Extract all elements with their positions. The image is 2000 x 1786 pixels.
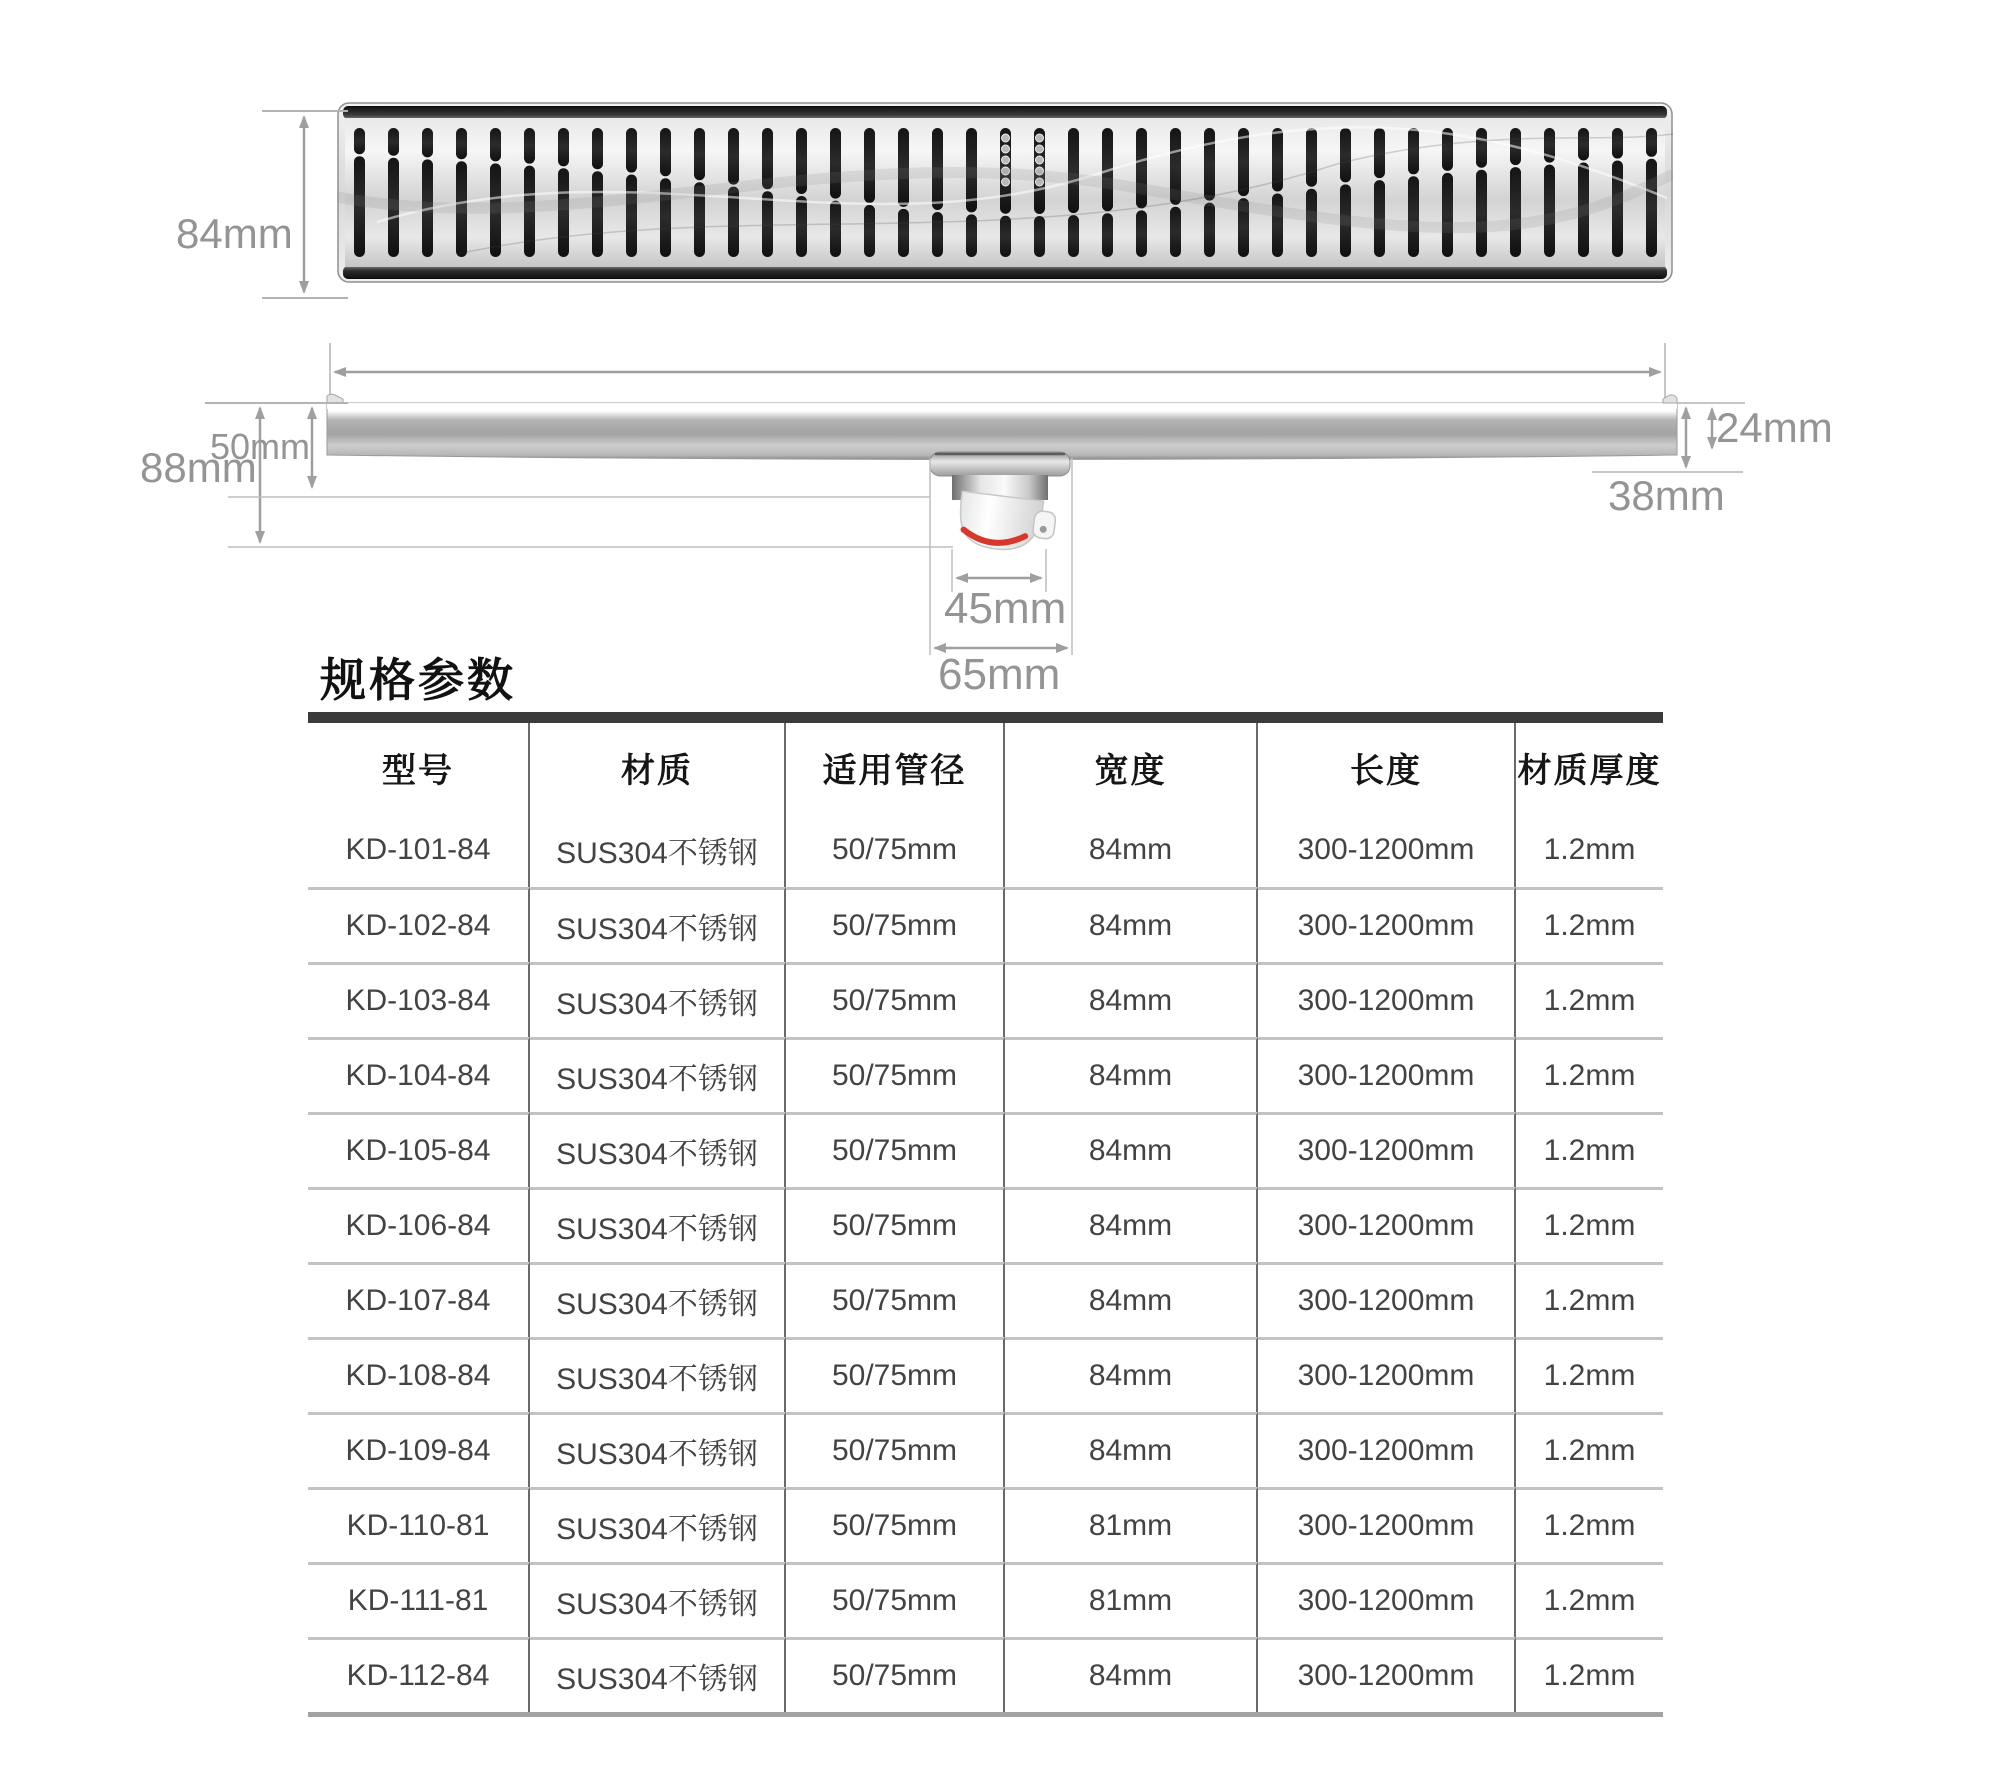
cell-width: 84mm (1005, 812, 1258, 887)
cell-pipe-diameter: 50/75mm (786, 1487, 1005, 1562)
cell-width: 84mm (1005, 1112, 1258, 1187)
col-header-length: 长度 (1258, 723, 1516, 812)
cell-length: 300-1200mm (1258, 887, 1516, 962)
cell-material: SUS304不锈钢 (530, 962, 786, 1037)
cell-thickness: 1.2mm (1516, 1262, 1663, 1337)
cell-model: KD-109-84 (308, 1412, 530, 1487)
trap-clip (1032, 510, 1056, 539)
cell-thickness: 1.2mm (1516, 1562, 1663, 1637)
cell-pipe-diameter: 50/75mm (786, 1562, 1005, 1637)
cell-width: 84mm (1005, 1337, 1258, 1412)
dim-label-outlet-outer: 65mm (938, 650, 1061, 699)
cell-length: 300-1200mm (1258, 1487, 1516, 1562)
dim-label-channel-depth: 50mm (210, 426, 311, 467)
cell-thickness: 1.2mm (1516, 1337, 1663, 1412)
col-header-pipe-diameter: 适用管径 (786, 723, 1005, 812)
cell-width: 84mm (1005, 962, 1258, 1037)
cell-model: KD-106-84 (308, 1187, 530, 1262)
cell-length: 300-1200mm (1258, 1187, 1516, 1262)
cell-pipe-diameter: 50/75mm (786, 812, 1005, 887)
cell-model: KD-105-84 (308, 1112, 530, 1187)
trap-flange (930, 452, 1070, 476)
cell-material: SUS304不锈钢 (530, 1037, 786, 1112)
cell-pipe-diameter: 50/75mm (786, 887, 1005, 962)
col-header-thickness: 材质厚度 (1517, 752, 1662, 790)
spec-table (308, 723, 1663, 1717)
cell-model: KD-108-84 (308, 1337, 530, 1412)
cell-width: 84mm (1005, 1412, 1258, 1487)
cell-material: SUS304不锈钢 (530, 1562, 786, 1637)
cell-thickness: 1.2mm (1516, 1412, 1663, 1487)
cell-material: SUS304不锈钢 (530, 1187, 786, 1262)
channel-left-lip (327, 394, 343, 403)
cell-length: 300-1200mm (1258, 1562, 1516, 1637)
cell-length: 300-1200mm (1258, 1037, 1516, 1112)
cell-length: 300-1200mm (1258, 1637, 1516, 1712)
cell-thickness: 1.2mm (1543, 832, 1636, 866)
cell-model: KD-103-84 (308, 962, 530, 1037)
cell-width: 81mm (1005, 1487, 1258, 1562)
cell-width: 84mm (1005, 1187, 1258, 1262)
dim-label-grate-width: 84mm (176, 210, 293, 257)
cell-pipe-diameter: 50/75mm (786, 1187, 1005, 1262)
cell-model: KD-102-84 (308, 887, 530, 962)
grate-top-view (337, 102, 1673, 283)
cell-model: KD-111-81 (308, 1562, 530, 1637)
cell-material: SUS304不锈钢 (530, 1637, 786, 1712)
channel-top-highlight (327, 403, 1677, 409)
cell-width: 81mm (1005, 1562, 1258, 1637)
dim-label-total-height: 88mm (140, 444, 257, 491)
trap-cup-group (956, 491, 1058, 556)
cell-length: 300-1200mm (1258, 1412, 1516, 1487)
cell-material: SUS304不锈钢 (530, 812, 786, 887)
dim-84mm-graphic (250, 100, 370, 310)
grate-bottom-seam (343, 266, 1667, 279)
cell-pipe-diameter: 50/75mm (786, 1412, 1005, 1487)
cell-thickness: 1.2mm (1516, 962, 1663, 1037)
cell-width: 84mm (1005, 1262, 1258, 1337)
dim-label-edge-offset: 38mm (1608, 472, 1725, 519)
cell-width: 84mm (1005, 887, 1258, 962)
cell-thickness: 1.2mm (1516, 1637, 1663, 1712)
cell-width: 84mm (1005, 1037, 1258, 1112)
col-header-width: 宽度 (1005, 723, 1258, 812)
cell-thickness: 1.2mm (1516, 1187, 1663, 1262)
cell-pipe-diameter: 50/75mm (786, 962, 1005, 1037)
dim-label-edge-height: 24mm (1716, 404, 1833, 451)
cell-material: SUS304不锈钢 (530, 887, 786, 962)
cell-pipe-diameter: 50/75mm (786, 1337, 1005, 1412)
col-header-model: 型号 (308, 723, 530, 812)
cell-thickness: 1.2mm (1516, 1112, 1663, 1187)
cell-pipe-diameter: 50/75mm (786, 1262, 1005, 1337)
dim-label-outlet-inner: 45mm (944, 584, 1067, 633)
cell-length: 300-1200mm (1258, 962, 1516, 1037)
cell-material: SUS304不锈钢 (530, 1412, 786, 1487)
cell-pipe-diameter: 50/75mm (786, 1112, 1005, 1187)
channel-body (327, 403, 1677, 460)
cell-thickness: 1.2mm (1516, 1487, 1663, 1562)
cell-pipe-diameter: 50/75mm (786, 1037, 1005, 1112)
cell-material: SUS304不锈钢 (530, 1112, 786, 1187)
cell-model: KD-107-84 (308, 1262, 530, 1337)
cell-thickness: 1.2mm (1516, 1037, 1663, 1112)
spec-table-title: 规格参数 (320, 654, 516, 706)
cell-material: SUS304不锈钢 (530, 1262, 786, 1337)
cell-length: 300-1200mm (1258, 1262, 1516, 1337)
cell-pipe-diameter: 50/75mm (786, 1637, 1005, 1712)
cell-length: 300-1200mm (1258, 812, 1516, 887)
cell-material: SUS304不锈钢 (530, 1337, 786, 1412)
cell-material: SUS304不锈钢 (530, 1487, 786, 1562)
cell-model: KD-104-84 (308, 1037, 530, 1112)
cell-model: KD-101-84 (308, 812, 530, 887)
cell-model: KD-110-81 (308, 1487, 530, 1562)
cell-width: 84mm (1005, 1637, 1258, 1712)
table-top-bar (308, 712, 1663, 723)
col-header-material: 材质 (530, 723, 786, 812)
cell-model: KD-112-84 (308, 1637, 530, 1712)
grate-top-seam (343, 106, 1667, 119)
cell-thickness: 1.2mm (1516, 887, 1663, 962)
cell-length: 300-1200mm (1258, 1337, 1516, 1412)
cell-length: 300-1200mm (1258, 1112, 1516, 1187)
